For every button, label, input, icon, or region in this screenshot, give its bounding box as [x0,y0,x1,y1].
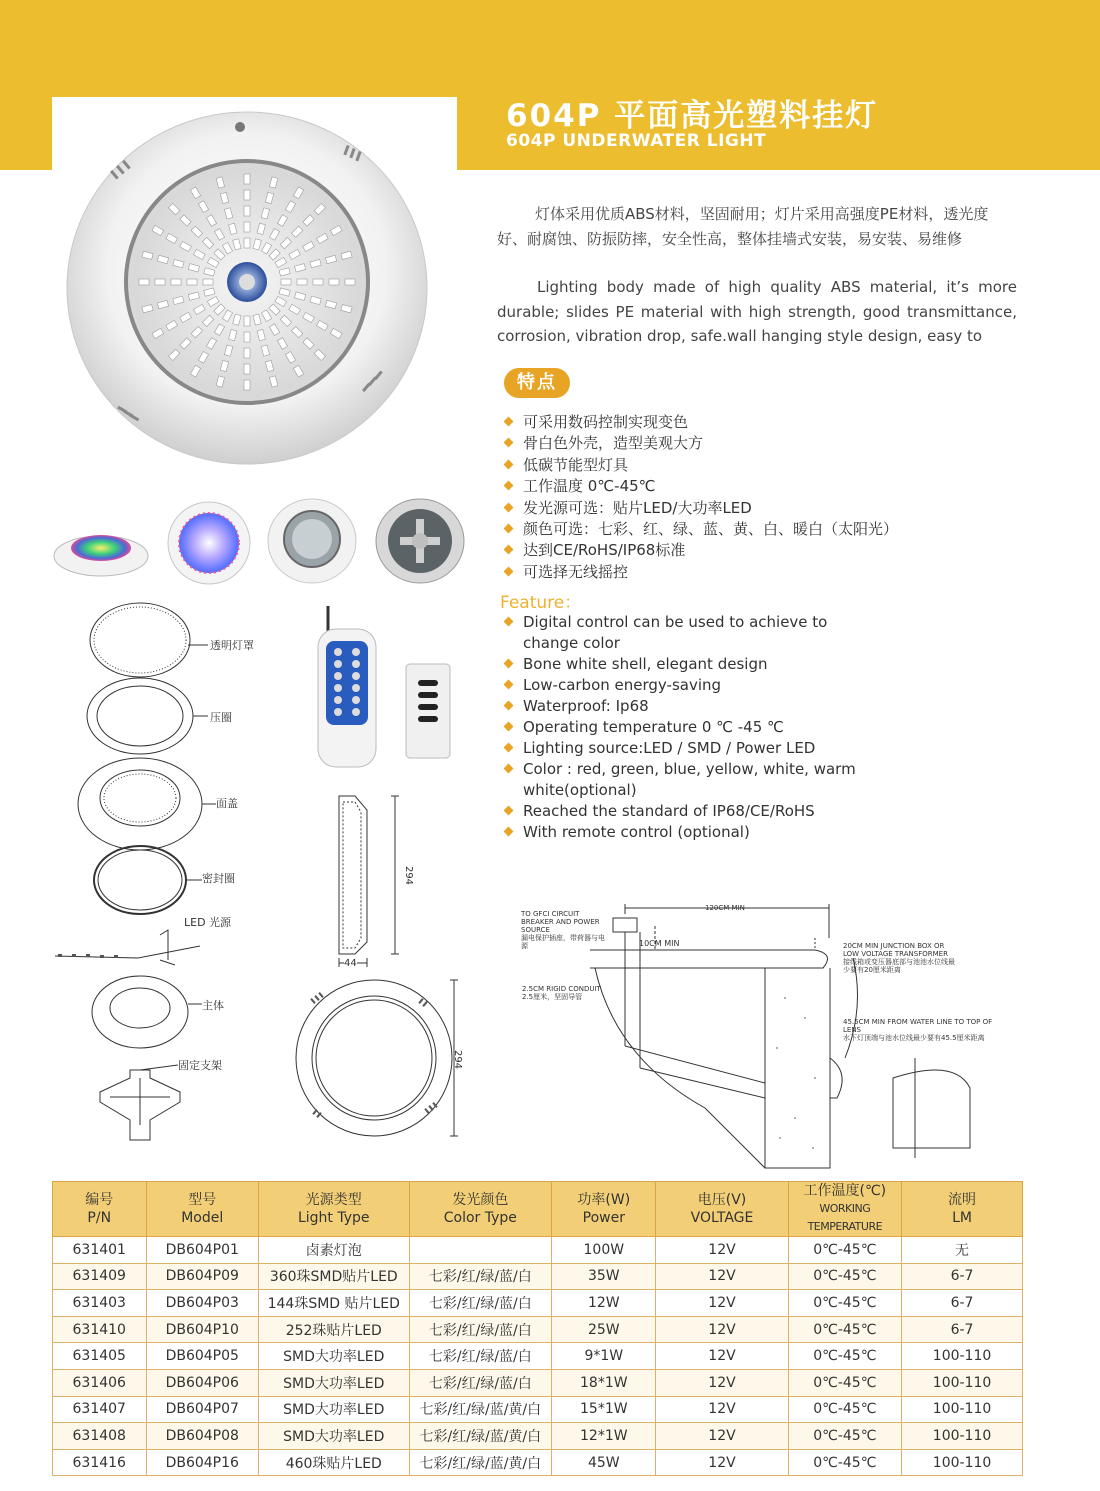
spec-table [52,1181,1023,1476]
bullet-icon [504,722,514,732]
description-en: Lighting body made of high quality ABS material, it’s more durable; slides PE material with high strength, good transmittance, corrosion, vibration drop, safe.wall hanging style design, easy to [497,278,1017,345]
table-row: 631405 DB604P05 SMD大功率LED 七彩/红/绿/蓝/白 9*1W 12V 0℃-45℃ 100-110 [53,1343,1023,1370]
product-thumbnail-rgb [166,500,252,586]
feature-en-item: Lighting source:LED / SMD / Power LED [505,738,885,759]
feature-cn-item: 颜色可选：七彩、红、绿、蓝、黄、白、暖白（太阳光） [505,519,898,540]
feature-en-item: Operating temperature 0 ℃ -45 ℃ [505,717,885,738]
bullet-icon [504,545,514,555]
table-row: 631406 DB604P06 SMD大功率LED 七彩/红/绿/蓝/白 18*1W 12V 0℃-45℃ 100-110 [53,1369,1023,1396]
dimension-depth: 44 [344,958,357,969]
part-label-ring: 压圈 [210,711,232,724]
product-thumbnail-colored [52,518,150,578]
bullet-icon [504,459,514,469]
feature-en-item: Waterproof: Ip68 [505,696,885,717]
header-power: 功率(W) Power [552,1182,656,1237]
header-light-type: 光源类型 Light Type [259,1182,410,1237]
annotation-120cm: 120CM MIN [705,904,745,912]
annotation-waterline: 45.5CM MIN FROM WATER LINE TO TOP OF LENS 水下灯顶端与池水位线最少要有45.5厘米距离 [843,1018,993,1042]
annotation-10cm: 10CM MIN [639,939,680,948]
table-row: 631407 DB604P07 SMD大功率LED 七彩/红/绿/蓝/黄/白 15*1W 12V 0℃-45℃ 100-110 [53,1396,1023,1423]
bullet-icon [504,743,514,753]
product-thumbnail-power-led [266,497,358,585]
bullet-icon [504,566,514,576]
feature-heading: Feature： [500,593,582,613]
dimension-height: 294 [403,865,415,886]
remote-control-image [314,604,456,770]
main-product-image [55,110,465,470]
part-label-bracket: 固定支架 [178,1059,222,1072]
table-row: 631403 DB604P03 144珠SMD 贴片LED 七彩/红/绿/蓝/白 12W 12V 0℃-45℃ 6-7 [53,1290,1023,1317]
bullet-icon [504,524,514,534]
bullet-icon [504,481,514,491]
feature-cn-item: 发光源可选：贴片LED/大功率LED [505,498,898,519]
bullet-icon [504,438,514,448]
feature-cn-item: 达到CE/RoHS/IP68标准 [505,540,898,561]
bullet-icon [504,680,514,690]
header-lumen: 流明 LM [902,1182,1023,1237]
bullet-icon [504,701,514,711]
part-label-body: 主体 [202,999,224,1012]
header-model: 型号 Model [146,1182,259,1237]
header-temperature: 工作温度(℃) WORKING TEMPERATURE [788,1182,902,1237]
features-cn-list [505,412,898,583]
table-row: 631416 DB604P16 460珠贴片LED 七彩/红/绿/蓝/黄/白 45W 12V 0℃-45℃ 100-110 [53,1449,1023,1476]
table-row: 631409 DB604P09 360珠SMD贴片LED 七彩/红/绿/蓝/白 35W 12V 0℃-45℃ 6-7 [53,1263,1023,1290]
part-label-seal: 密封圈 [202,872,235,885]
part-label-led: LED 光源 [184,916,232,929]
page-title-en: 604P UNDERWATER LIGHT [506,131,767,151]
table-row: 631410 DB604P10 252珠贴片LED 七彩/红/绿/蓝/白 25W 12V 0℃-45℃ 6-7 [53,1316,1023,1343]
features-en-list [505,612,885,843]
bullet-icon [504,764,514,774]
feature-en-item: Digital control can be used to achieve to change color [505,612,885,654]
front-dimension-drawing [282,978,472,1140]
feature-en-item: With remote control (optional) [505,822,885,843]
page-title-cn: 604P 平面高光塑料挂灯 [506,98,879,134]
bullet-icon [504,617,514,627]
feature-en-item: Low-carbon energy-saving [505,675,885,696]
annotation-gfci: TO GFCI CIRCUIT BREAKER AND POWER SOURCE 漏电保护插座，带荷器与电源 [521,910,605,950]
header-pn: 编号 P/N [53,1182,147,1237]
features-badge: 特点 [504,368,570,398]
bullet-icon [504,502,514,512]
table-row: 631401 DB604P01 卤素灯泡 100W 12V 0℃-45℃ 无 [53,1237,1023,1264]
description-cn: 灯体采用优质ABS材料，坚固耐用；灯片采用高强度PE材料，透光度好、耐腐蚀、防振防摔，安全性高，整体挂墙式安装，易安装、易维修 [497,205,989,248]
feature-cn-item: 工作温度 0℃-45℃ [505,476,898,497]
side-dimension-drawing [325,792,435,972]
table-header-row [53,1182,1023,1237]
table-row: 631408 DB604P08 SMD大功率LED 七彩/红/绿/蓝/黄/白 12*1W 12V 0℃-45℃ 100-110 [53,1423,1023,1450]
annotation-junction: 20CM MIN JUNCTION BOX OR LOW VOLTAGE TRANSFORMER 接线箱或变压器底部与池池水位线最少要有20厘米距离 [843,942,955,974]
header-voltage: 电压(V) VOLTAGE [656,1182,788,1237]
bullet-icon [504,417,514,427]
bullet-icon [504,827,514,837]
feature-cn-item: 可采用数码控制实现变色 [505,412,898,433]
feature-en-item: Color : red, green, blue, yellow, white, warm white(optional) [505,759,885,801]
part-label-cover: 透明灯罩 [210,639,254,652]
feature-en-item: Reached the standard of IP68/CE/RoHS [505,801,885,822]
dimension-diameter: 294 [452,1049,464,1070]
feature-cn-item: 骨白色外壳，造型美观大方 [505,433,898,454]
annotation-conduit: 2.5CM RIGID CONDUIT 2.5厘米，坚固导管 [522,985,601,1001]
bullet-icon [504,659,514,669]
feature-cn-item: 低碳节能型灯具 [505,455,898,476]
feature-cn-item: 可选择无线摇控 [505,562,898,583]
feature-en-item: Bone white shell, elegant design [505,654,885,675]
part-label-face: 面盖 [216,797,238,810]
product-thumbnail-back [374,497,466,585]
header-color-type: 发光颜色 Color Type [409,1182,552,1237]
bullet-icon [504,806,514,816]
